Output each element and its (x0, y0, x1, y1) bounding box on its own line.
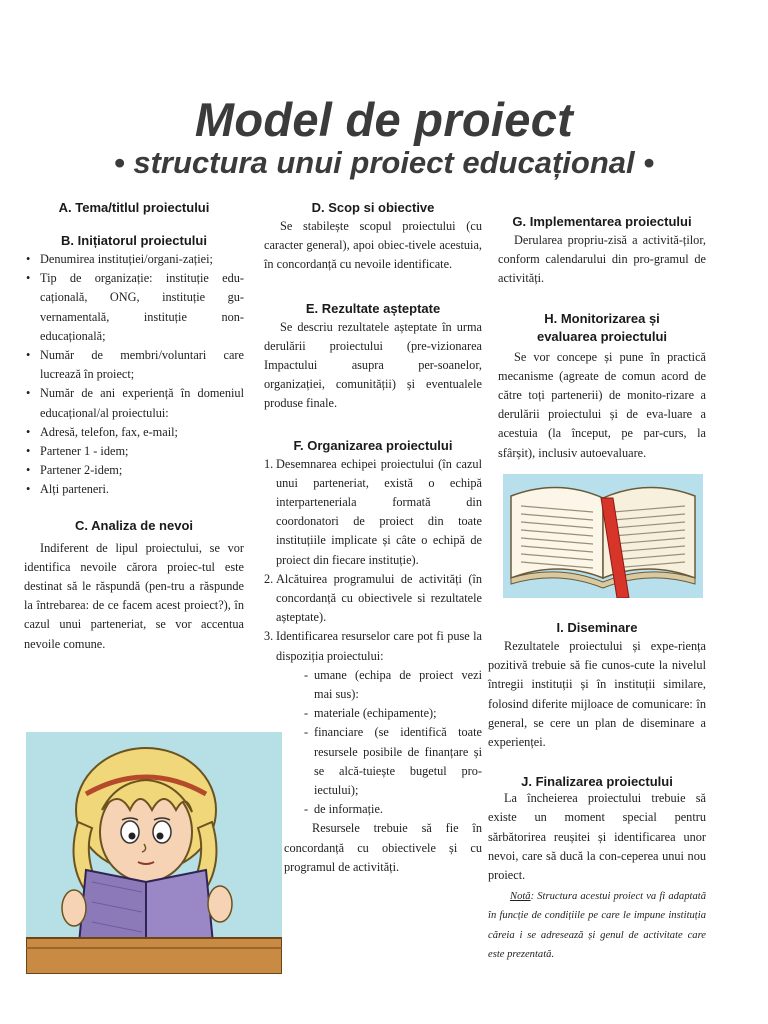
list-item: - de informație. (304, 800, 482, 819)
list-item: - financiare (se identifică toate resursele posibile de finanțare și se alcă-tuiește bugetul pro-iectului); (304, 723, 482, 800)
list-item: • Număr de membri/voluntari care lucrează în proiect; (24, 346, 244, 384)
list-item: • Alți parteneri. (24, 480, 244, 499)
heading-e: E. Rezultate așteptate (305, 300, 441, 316)
note-body: : Structura acestui proiect va fi adaptată în funcție de condițiile pe care le impune instituția căreia i se adresează și genul de activitate care este prezentată. (488, 891, 706, 960)
list-text: Identificarea resurselor care pot fi puse la dispoziția proiectului: (276, 629, 482, 663)
finalization-text: La încheierea proiectului trebuie să existe un moment special pentru sărbătorirea reușitei și identificarea unor nevoi, care să ducă la con-ceperea unui nou proiect. (488, 791, 706, 883)
heading-f: F. Organizarea proiectului (293, 437, 453, 453)
list-item (264, 570, 482, 628)
heading-b: B. Inițiatorul proiectului (61, 233, 207, 248)
girl-reading-book-illustration (26, 732, 282, 974)
list-item: • Adresă, telefon, fax, e-mail; (24, 423, 244, 442)
heading-c: C. Analiza de nevoi (75, 517, 193, 533)
list-item: • Denumirea instituției/organi-zației; (24, 250, 244, 269)
resources-conclusion-text: Resursele trebuie să fie în concordanță cu obiectivele și cu programul de activități. (284, 821, 482, 874)
heading-j: J. Finalizarea proiectului (521, 774, 673, 790)
page-subtitle: • structura unui proiect educațional • (113, 145, 655, 180)
list-item (264, 455, 482, 570)
list-item: - materiale (echipamente); (304, 704, 482, 723)
list-number: 3. (264, 629, 274, 644)
dissemination-text: Rezultatele proiectului și expe-riența pozitivă trebuie să fie cunos-cute la nivelul întregii instituții și în instituții similare, folosind diferite mijloace de comunicare: în general, se cere un plan de diseminare a experienței. (488, 639, 706, 750)
list-number: 2. (264, 571, 274, 586)
open-book-with-red-ribbon-illustration (503, 474, 703, 598)
heading-g: G. Implementarea proiectului (512, 214, 692, 229)
heading-h-line1: H. Monitorizarea și (544, 310, 660, 326)
list-item (264, 627, 482, 665)
purpose-text: Se stabilește scopul proiectului (cu caracter general), apoi obiec-tivele acestuia, în concordanță cu nevoile identificate. (264, 219, 482, 272)
list-item: • Partener 1 - idem; (24, 442, 244, 461)
list-text: Alcătuirea programului de activități (în concordanță cu obiectivele si rezultatele așteptate). (276, 571, 482, 625)
heading-h-line2: evaluarea proiectului (536, 328, 668, 344)
list-number: 1. (264, 456, 274, 471)
results-text: Se descriu rezultatele așteptate în urma derulării proiectului (pre-vizionarea Impactului asupra per-soanelor, organizației, comunității) și eventualele produse finale. (264, 319, 482, 411)
resources-list (304, 666, 482, 820)
column-2 (264, 200, 482, 877)
initiator-list (24, 250, 244, 500)
note-label: Notă (510, 891, 531, 903)
list-item: • Tip de organizație: instituție edu-cațională, ONG, instituție gu-vernamentală, instituție non-educațională; (24, 269, 244, 346)
list-text: Desemnarea echipei proiectului (în cazul unui parteneriat, există o echipă interparteneriala formată din coordonatori de proiect din toate instituțiile implicate și câte o echipă de proiect din fiecare instituție). (276, 456, 482, 567)
page-title: Model de proiect (194, 93, 574, 146)
note-text (488, 887, 706, 964)
list-item: • Număr de ani experiență în domeniul educațional/al proiectului: (24, 384, 244, 422)
heading-d: D. Scop si obiective (311, 200, 435, 215)
column-3-lower (488, 620, 706, 964)
list-item: • Partener 2-idem; (24, 461, 244, 480)
needs-analysis-text: Indiferent de lipul proiectului, se vor identifica nevoile cărora proiec-tul este destinat să le răspundă (pen-tru a răspunde la întrebarea: de ce facem acest proiect?), în cazul unui parteneriat, se vor accentua nevoile comune. (24, 540, 244, 651)
column-1 (24, 200, 244, 654)
column-3 (498, 214, 706, 463)
list-item: - umane (echipa de proiect vezi mai sus): (304, 666, 482, 704)
implementation-text: Derularea propriu-zisă a activită-ților, conform calendarului din pro-gramul de activități. (498, 233, 706, 286)
monitoring-text: Se vor concepe și pune în practică mecanisme (agreate de comun acord de către toți partenerii) de monito-rizare a derulării proiectului și de eva-luare a acestuia (la început, pe par-curs, la sfârșit), inclusiv autoevaluare. (498, 349, 706, 460)
heading-a: A. Tema/titlul proiectului (58, 200, 210, 215)
organization-list (264, 455, 482, 666)
heading-i: I. Diseminare (556, 620, 638, 635)
